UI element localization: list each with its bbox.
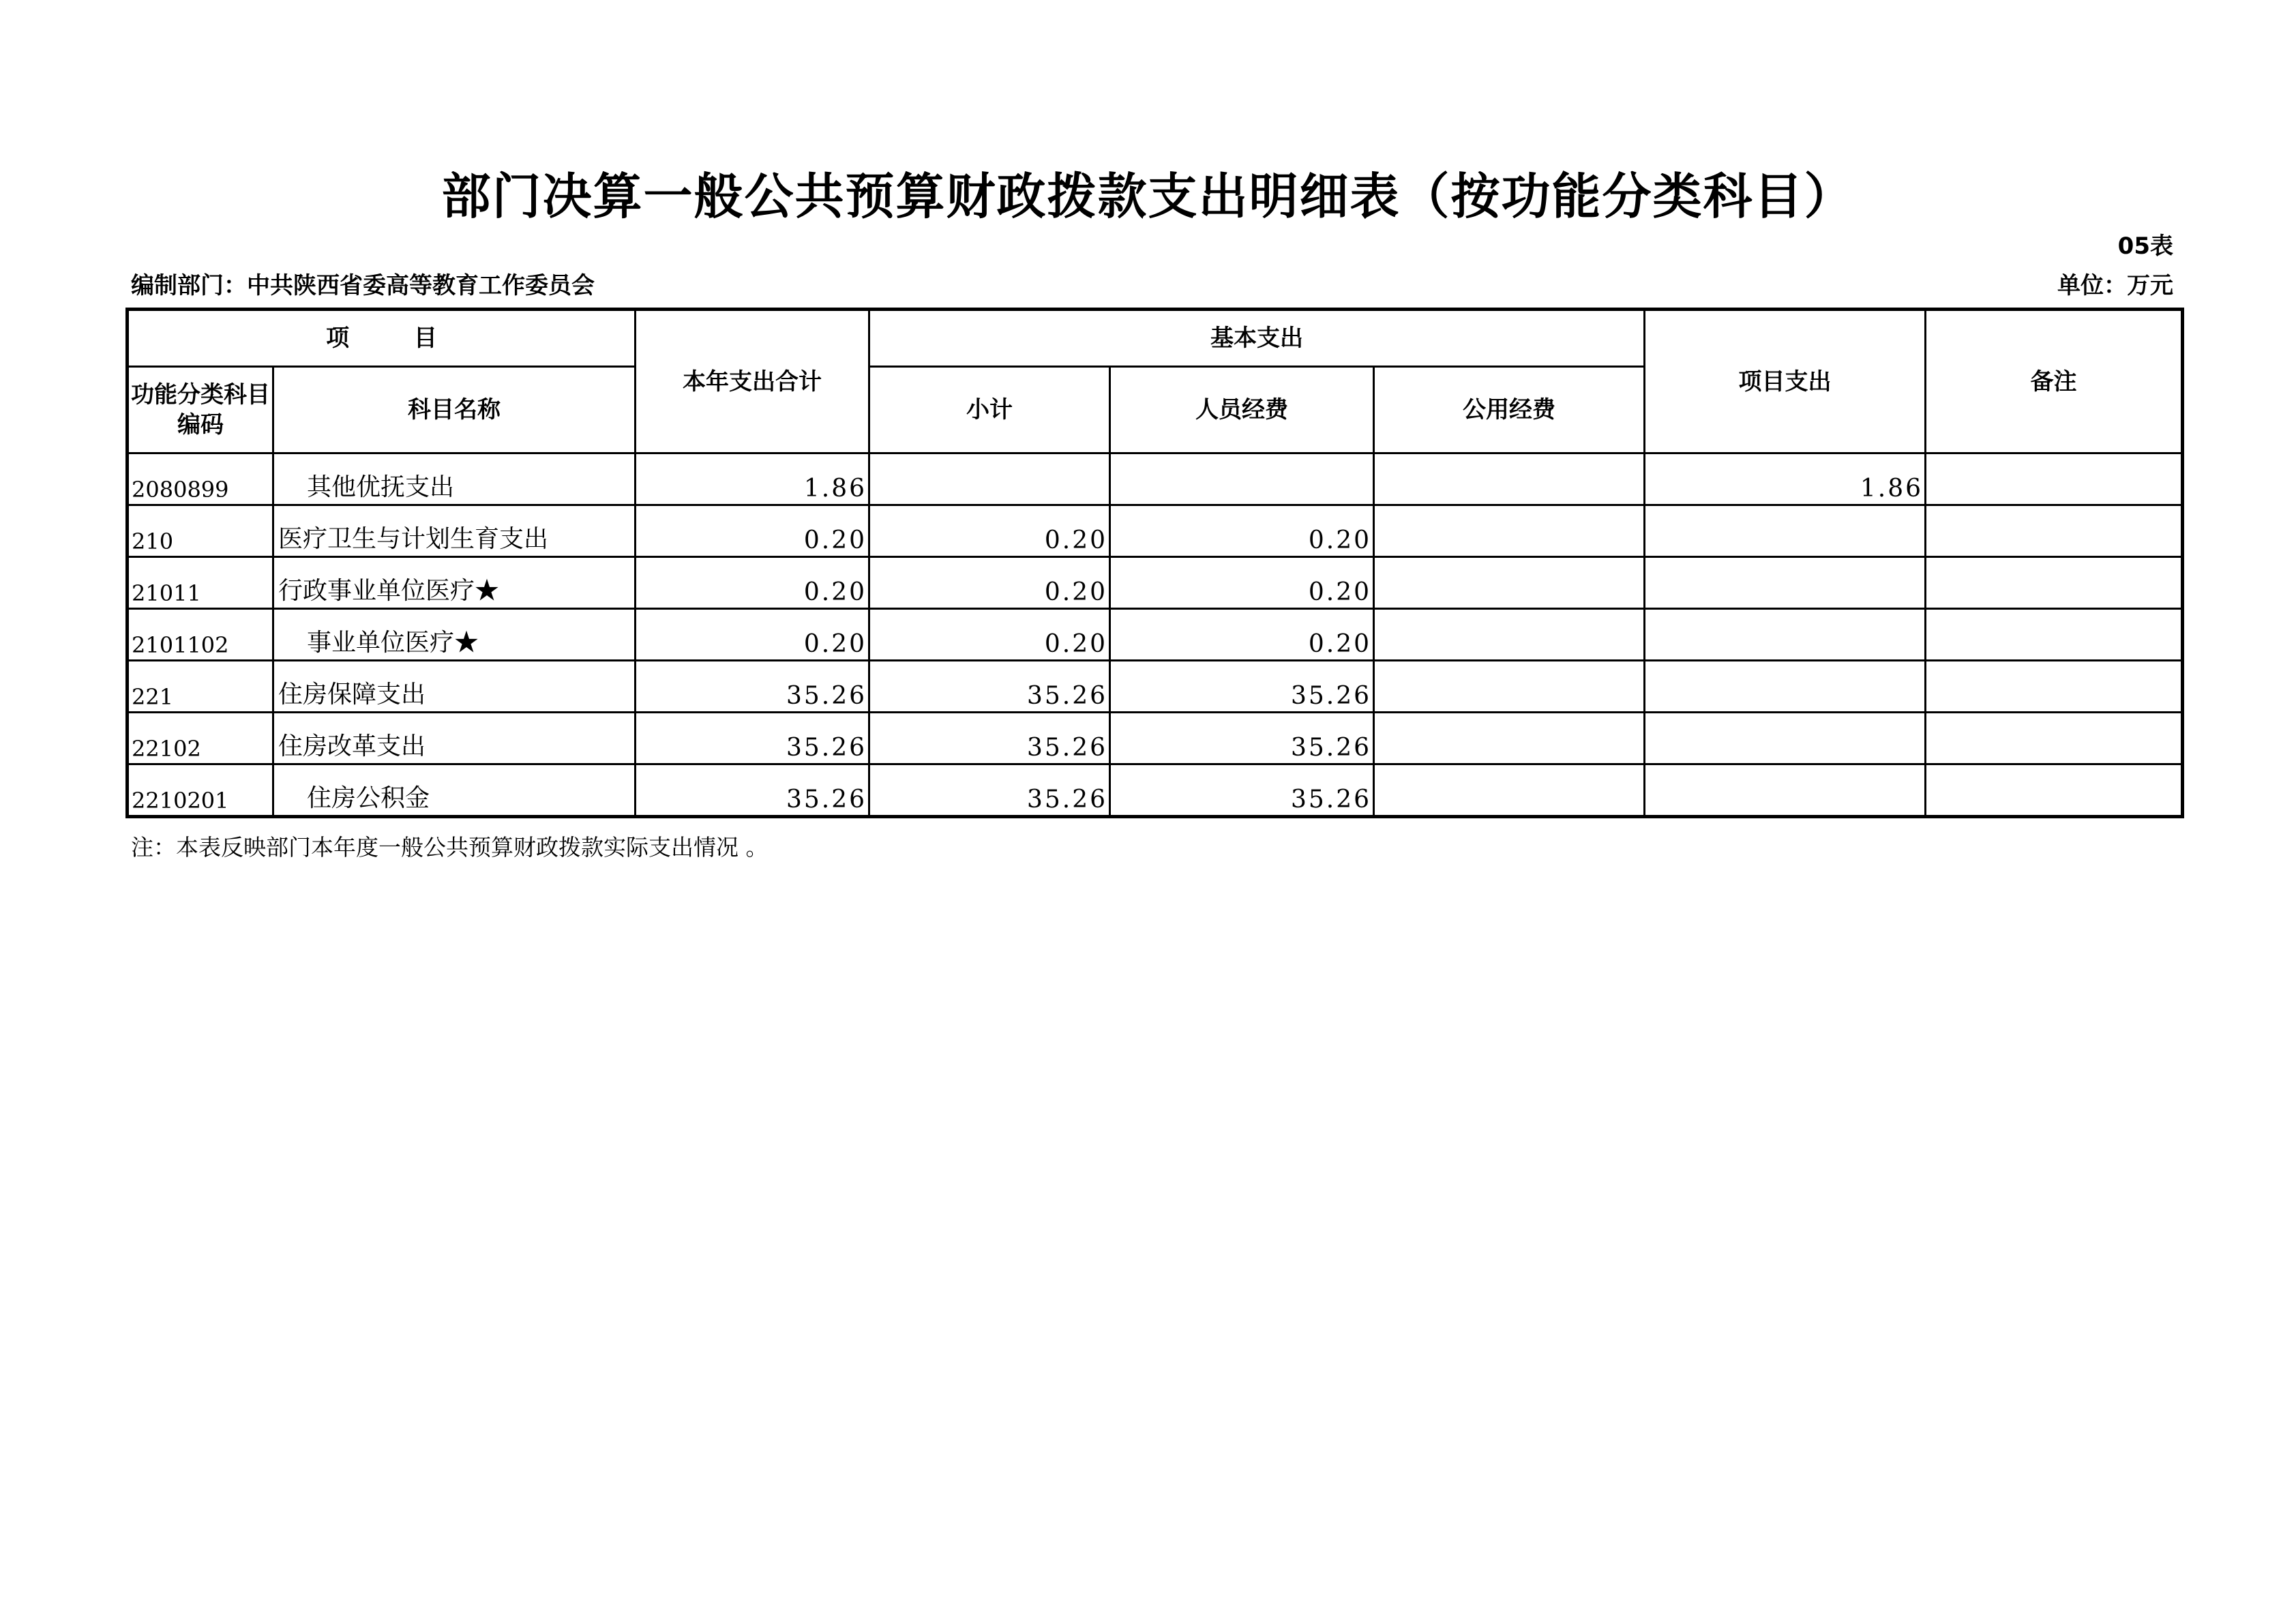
cell-code: 2101102 (128, 609, 273, 661)
cell-remark (1926, 453, 2183, 505)
header-personnel: 人员经费 (1110, 367, 1374, 453)
footnote: 注：本表反映部门本年度一般公共预算财政拨款实际支出情况 。 (131, 834, 769, 861)
cell-remark (1926, 764, 2183, 817)
cell-name: 住房改革支出 (273, 713, 636, 764)
cell-project (1645, 764, 1926, 817)
header-public: 公用经费 (1374, 367, 1645, 453)
cell-remark (1926, 713, 2183, 764)
cell-subtotal: 0.20 (869, 505, 1110, 557)
header-project: 项目支出 (1645, 310, 1926, 453)
cell-code: 22102 (128, 713, 273, 764)
cell-subtotal (869, 453, 1110, 505)
cell-remark (1926, 505, 2183, 557)
cell-name: 行政事业单位医疗★ (273, 557, 636, 609)
cell-personnel: 0.20 (1110, 505, 1374, 557)
org-label: 编制部门：中共陕西省委高等教育工作委员会 (131, 272, 595, 299)
cell-project (1645, 713, 1926, 764)
cell-subtotal: 0.20 (869, 609, 1110, 661)
header-code: 功能分类科目编码 (128, 367, 273, 453)
cell-public (1374, 713, 1645, 764)
cell-public (1374, 609, 1645, 661)
cell-personnel: 35.26 (1110, 661, 1374, 713)
cell-subtotal: 0.20 (869, 557, 1110, 609)
cell-subtotal: 35.26 (869, 764, 1110, 817)
table-row (128, 609, 2183, 661)
cell-total: 0.20 (636, 609, 869, 661)
table-row (128, 505, 2183, 557)
cell-project (1645, 609, 1926, 661)
table-row (128, 764, 2183, 817)
cell-public (1374, 557, 1645, 609)
cell-remark (1926, 557, 2183, 609)
cell-total: 0.20 (636, 505, 869, 557)
cell-personnel (1110, 453, 1374, 505)
cell-total: 35.26 (636, 764, 869, 817)
header-basic: 基本支出 (869, 310, 1645, 367)
cell-public (1374, 764, 1645, 817)
cell-total: 35.26 (636, 661, 869, 713)
table-row (128, 661, 2183, 713)
cell-personnel: 0.20 (1110, 557, 1374, 609)
cell-personnel: 35.26 (1110, 713, 1374, 764)
cell-code: 2080899 (128, 453, 273, 505)
header-remark: 备注 (1926, 310, 2183, 453)
cell-personnel: 0.20 (1110, 609, 1374, 661)
cell-total: 1.86 (636, 453, 869, 505)
cell-name: 其他优抚支出 (273, 453, 636, 505)
cell-remark (1926, 609, 2183, 661)
cell-public (1374, 505, 1645, 557)
cell-name: 事业单位医疗★ (273, 609, 636, 661)
header-total: 本年支出合计 (636, 310, 869, 453)
cell-name: 医疗卫生与计划生育支出 (273, 505, 636, 557)
cell-project (1645, 505, 1926, 557)
unit-label: 单位：万元 (2057, 272, 2173, 299)
cell-project (1645, 661, 1926, 713)
expenditure-table (125, 308, 2184, 818)
cell-project (1645, 557, 1926, 609)
cell-personnel: 35.26 (1110, 764, 1374, 817)
cell-code: 2210201 (128, 764, 273, 817)
cell-subtotal: 35.26 (869, 713, 1110, 764)
cell-public (1374, 453, 1645, 505)
cell-code: 221 (128, 661, 273, 713)
cell-subtotal: 35.26 (869, 661, 1110, 713)
header-item: 项 目 (128, 310, 636, 367)
table-row (128, 713, 2183, 764)
cell-project: 1.86 (1645, 453, 1926, 505)
table-number: 05表 (2117, 233, 2173, 260)
cell-name: 住房公积金 (273, 764, 636, 817)
cell-code: 210 (128, 505, 273, 557)
cell-public (1374, 661, 1645, 713)
cell-total: 0.20 (636, 557, 869, 609)
page-title: 部门决算一般公共预算财政拨款支出明细表（按功能分类科目） (441, 168, 1855, 225)
header-name: 科目名称 (273, 367, 636, 453)
cell-name: 住房保障支出 (273, 661, 636, 713)
cell-code: 21011 (128, 557, 273, 609)
header-subtotal: 小计 (869, 367, 1110, 453)
cell-total: 35.26 (636, 713, 869, 764)
table-row (128, 453, 2183, 505)
cell-remark (1926, 661, 2183, 713)
table-row (128, 557, 2183, 609)
